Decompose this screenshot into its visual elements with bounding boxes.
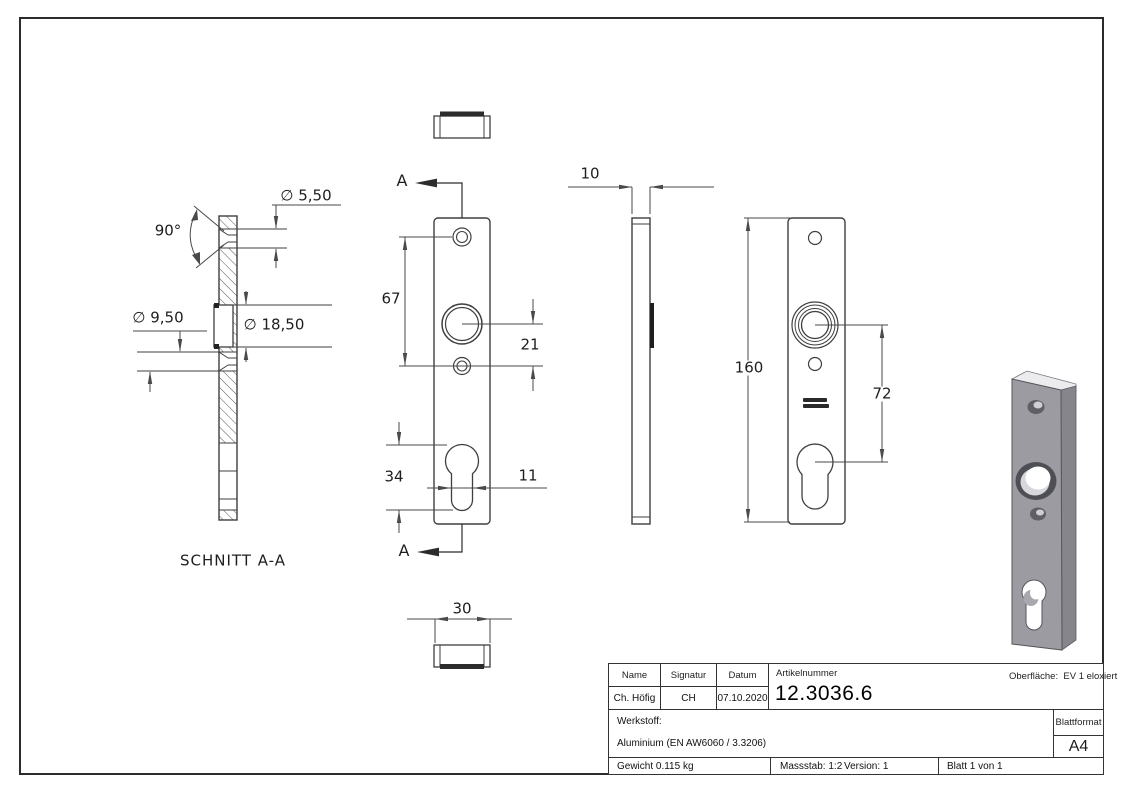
section-marker-top: A <box>396 171 408 190</box>
name-label-cell: Name <box>608 663 661 687</box>
side-view <box>568 185 714 524</box>
dim-hole-offset: 21 <box>520 335 540 354</box>
massstab-cell <box>770 757 939 775</box>
dim-keyhole-width: 11 <box>518 466 538 485</box>
engraving-mark <box>803 404 829 408</box>
dim-dia-top-hole: ∅ 5,50 <box>280 186 332 205</box>
section-marker-bottom: A <box>398 541 410 560</box>
name-value-cell: Ch. Höfig <box>608 686 661 710</box>
blattformat-value-cell: A4 <box>1053 735 1104 758</box>
blatt-value: Blatt 1 von 1 <box>947 761 1003 772</box>
dim-countersink-angle: 90° <box>154 221 182 240</box>
gewicht-cell <box>608 757 771 775</box>
dim-hole-spacing: 67 <box>381 289 401 308</box>
section-view <box>137 216 332 520</box>
massstab-value: Massstab: 1:2 <box>780 761 843 772</box>
dim-dia-screw-hole: ∅ 9,50 <box>132 308 184 327</box>
bottom-view <box>407 617 512 669</box>
signatur-value-cell: CH <box>660 686 717 710</box>
artikelnummer-value: 12.3036.6 <box>775 682 873 705</box>
front-view <box>434 218 490 524</box>
version-value: Version: 1 <box>844 761 889 772</box>
oberflaeche-value: Oberfläche: EV 1 eloxiert <box>1009 671 1118 682</box>
artikelnummer-label: Artikelnummer <box>776 668 838 679</box>
blatt-cell <box>938 757 1104 775</box>
werkstoff-label: Werkstoff: <box>617 716 662 727</box>
dim-plate-height: 160 <box>731 361 768 376</box>
iso-3d-view <box>1012 371 1076 650</box>
werkstoff-cell <box>608 709 1054 758</box>
werkstoff-value: Aluminium (EN AW6060 / 3.3206) <box>617 738 767 749</box>
datum-label-cell: Datum <box>716 663 769 687</box>
dim-keyhole-height: 34 <box>384 467 404 486</box>
blattformat-label-cell: Blattformat <box>1053 709 1104 736</box>
front-dimensions <box>386 237 547 533</box>
dim-dia-cylinder-ring: ∅ 18,50 <box>243 315 305 334</box>
datum-value-cell: 07.10.2020 <box>716 686 769 710</box>
artikelnummer-cell <box>768 663 1118 710</box>
gewicht-value: Gewicht 0.115 kg <box>617 761 694 772</box>
dim-plate-width: 30 <box>452 599 472 618</box>
engraving-mark <box>803 398 827 402</box>
dim-cylinder-distance: 72 <box>868 387 895 402</box>
section-cut-marks <box>415 179 462 557</box>
top-view <box>434 112 490 139</box>
signatur-label-cell: Signatur <box>660 663 717 687</box>
section-view-label: SCHNITT A-A <box>179 551 287 570</box>
title-block <box>608 663 1118 775</box>
dim-thickness: 10 <box>580 164 600 183</box>
